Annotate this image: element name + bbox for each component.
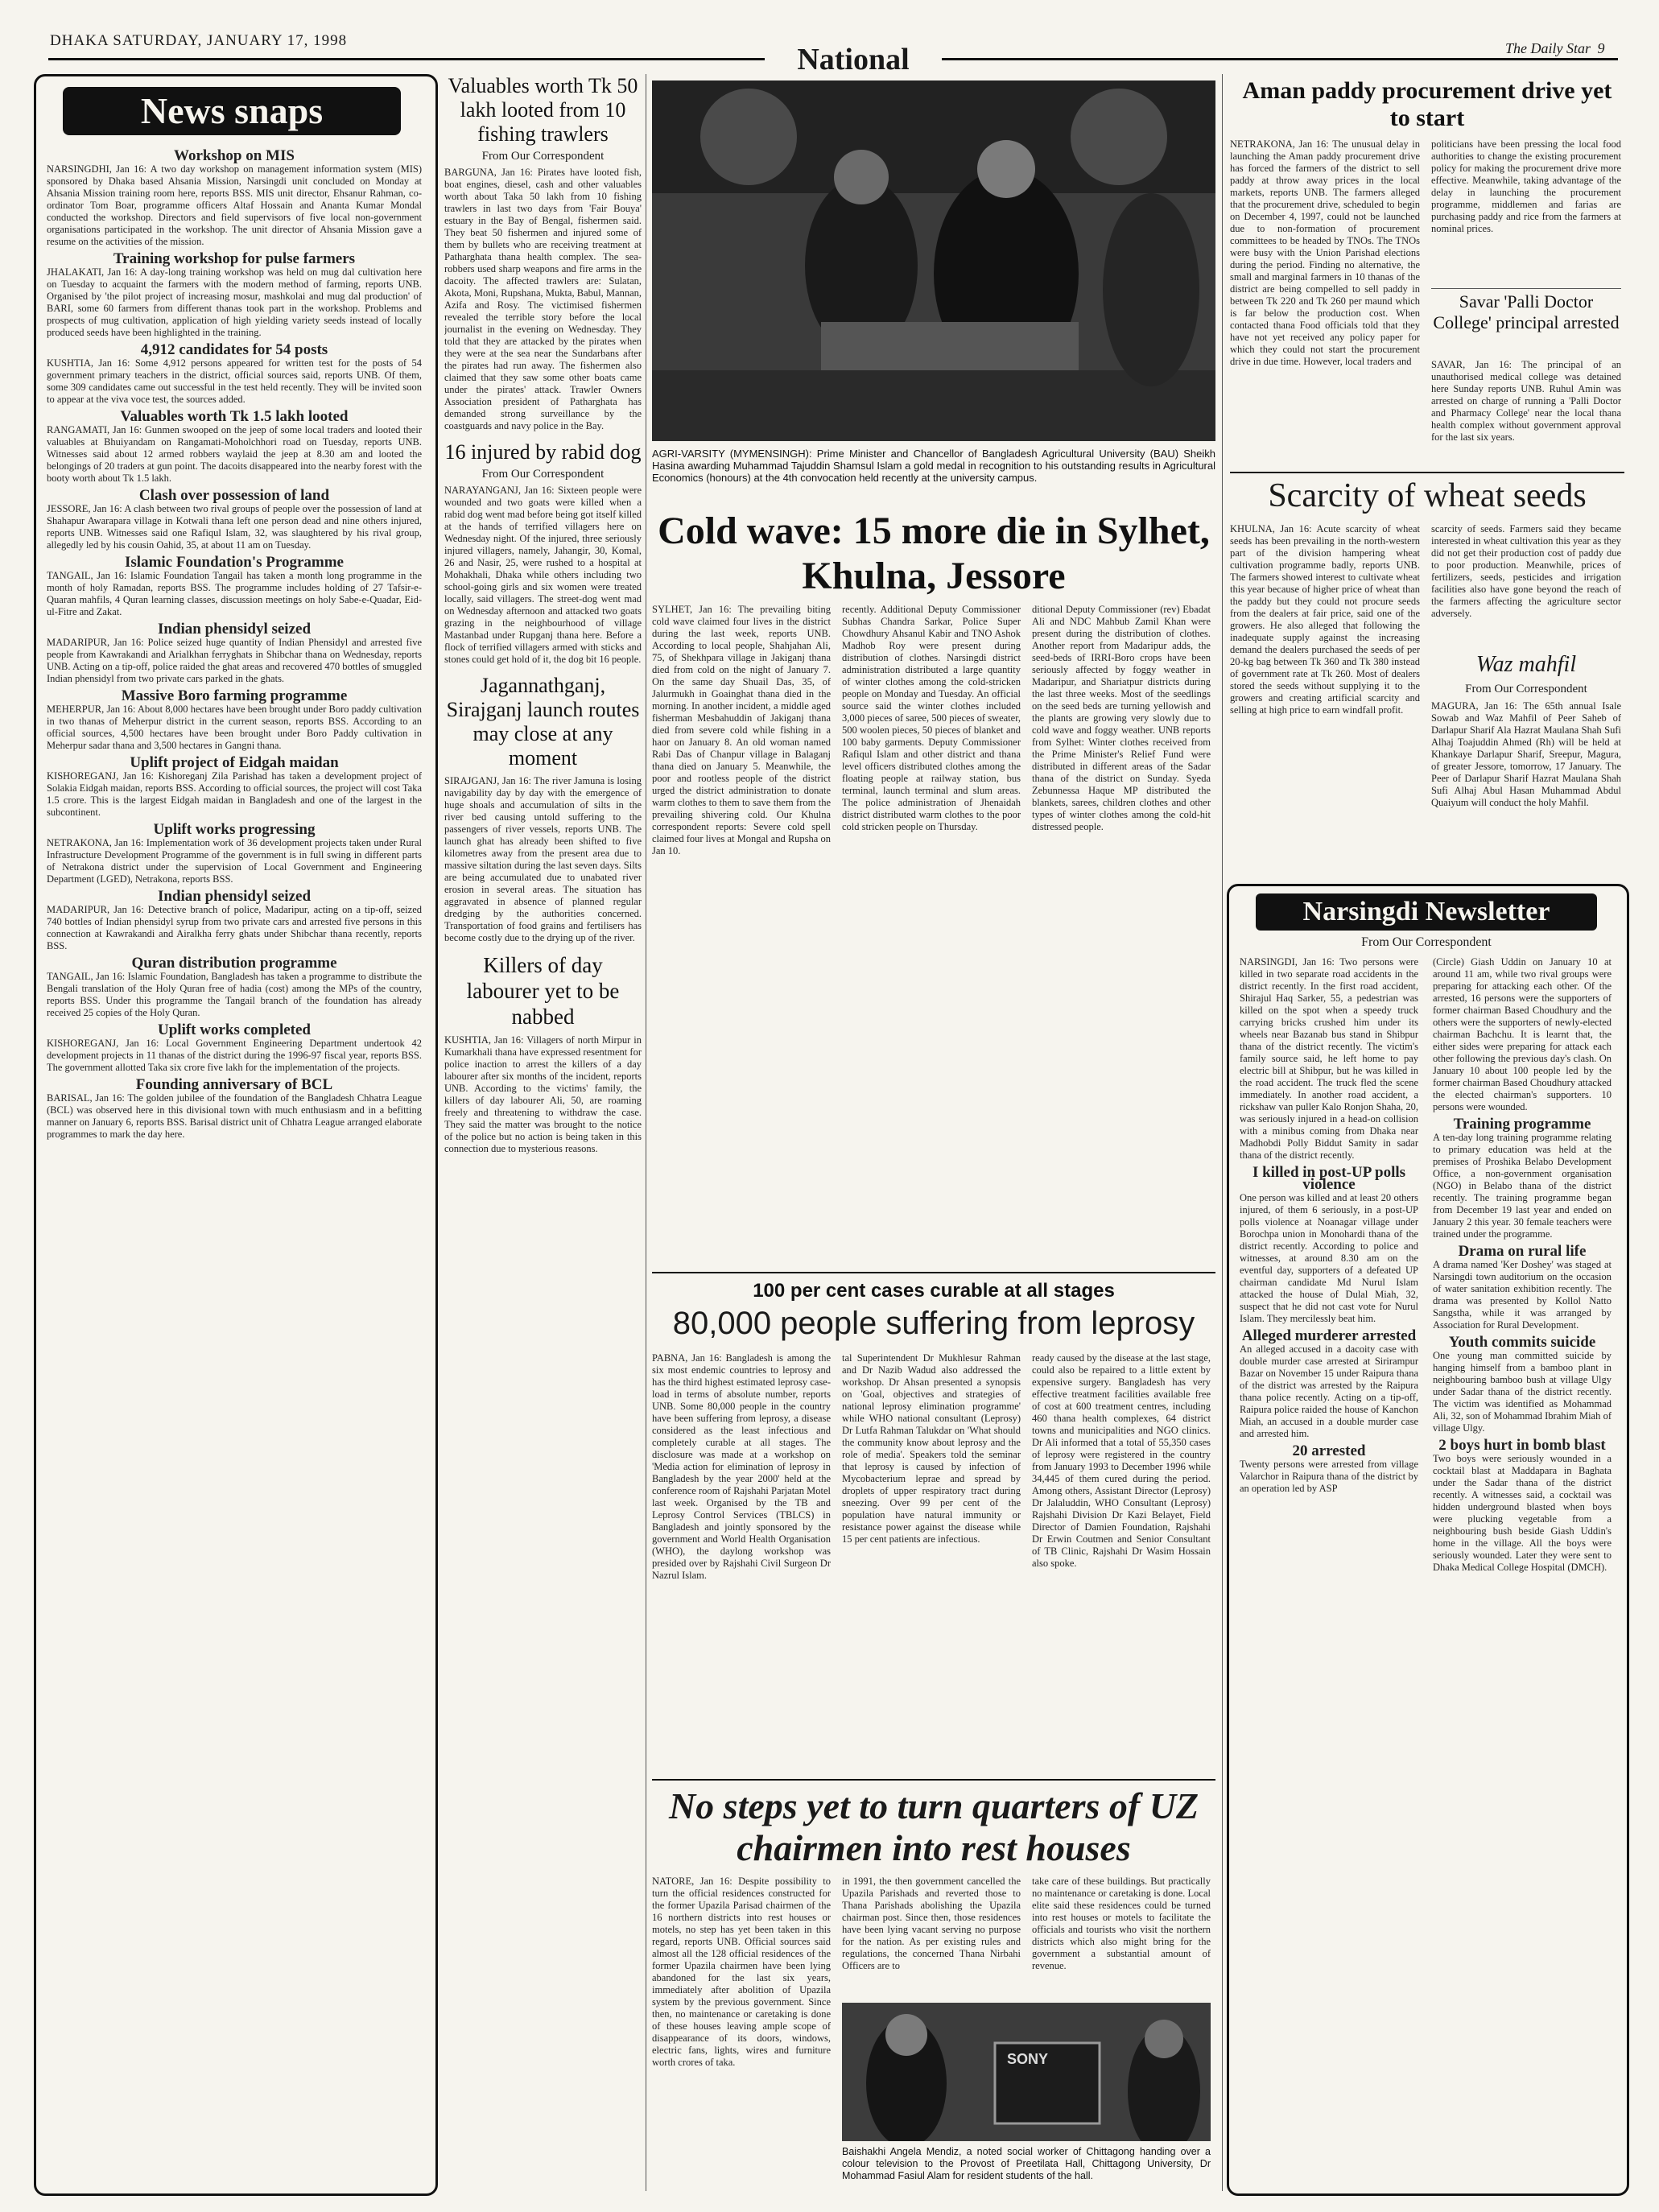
snap-body: BARISAL, Jan 16: The golden jubilee of the foundation of the Bangladesh Chhatra League (BCL) was observed here in this divisional town with much enthusiasm and in a befitting manner on January 6, reports BSS. Barisal district unit of Chhatra League arranged elaborate programmes to mark the day here. xyxy=(47,1092,422,1140)
cold-wave-rule xyxy=(652,1272,1215,1273)
snap-headline: Training workshop for pulse farmers xyxy=(113,250,356,267)
snap-body: NARSINGDHI, Jan 16: A two day workshop on management information system (MIS) sponsored by Dhaka based Ahsania Mission, Narsingdi unit concluded on Monday at Ahsania Mission training room here, reports BSS. MIS unit director, Ehsanur Rahman, co-ordinator Tom Boar, programme officers Altaf Hossain and Ananta Kumar Mondal conducted the workshop. Directors and field supervisors of five local non-government organisations participated in the workshop. The unit director of Ahsania Mission gave a resume on the activities of the mission. xyxy=(47,163,422,247)
scarcity-col-2: scarcity of seeds. Farmers said they became interested in wheat cultivation this year as they did not get their production cost of paddy due to poor production. Meanwhile, prices of fertilizers, seeds, pesticides and irrigation facilities also have gone beyond the reach of the farmers affecting the agriculture sector adversely. xyxy=(1431,523,1621,619)
snap-body: KISHOREGANJ, Jan 16: Kishoreganj Zila Parishad has taken a development project of Solakia Eidgah maidan, reports BSS. According to official sources, the project will cost Taka 1.5 crore. This is the largest Eidgah maidan in Bangladesh and one of the largest in the subcontinent. xyxy=(47,770,422,818)
valuables-byline: From Our Correspondent xyxy=(481,150,605,163)
paper-title: The Daily Star xyxy=(1505,40,1591,56)
narsingdi-sub7-body: Two boys were seriously wounded in a cocktail blast at Maddapara in Baghata under the Sadar thana of the district recently. A witnesses said, a cocktail was hidden underground blasted when boys were plucking vegetable from a neighbouring bush beside Giash Uddin's home in the village. All the boys were seriously wounded. Later they were sent to Dhaka Medical College Hospital (DMCH). xyxy=(1433,1453,1612,1573)
narsingdi-sub4-headline: Training programme xyxy=(1453,1116,1591,1133)
uz-col-2: in 1991, the then government cancelled the Upazila Parishads and reverted those to Thana Parishads abolishing the Upazila chairman post. Since then, those residences have been lying vacant serving no purpose for the nation. As per existing rules and regulations, the concerned Thana Nirbahi Officers are to xyxy=(842,1876,1021,1971)
convocation-caption: AGRI-VARSITY (MYMENSINGH): Prime Minister and Chancellor of Bangladesh Agricultural University (BAU) Sheikh Hasina awarding Muhammad Tajuddin Shamsul Islam a gold medal in recognition to his outstanding results in Agricultural Economics (honours) at the 4th convocation held recently at the university campus. xyxy=(652,448,1215,484)
section-title: National xyxy=(797,43,910,76)
leprosy-rule xyxy=(652,1779,1215,1781)
snap-headline: Massive Boro farming programme xyxy=(121,687,348,704)
valuables-headline: Valuables worth Tk 50 lakh looted from 10 fishing trawlers xyxy=(448,74,638,146)
scarcity-headline: Scarcity of wheat seeds xyxy=(1268,477,1587,514)
snap-headline: Uplift works progressing xyxy=(153,821,316,838)
cold-wave-col-2: recently. Additional Deputy Commissioner Subhas Chandra Sarkar, Police Super Chowdhury Ahsanul Kabir and TNO Ashok Madhob Roy were present during distribution of clothes. Narsingdi district administration distributed a large quantity of winter clothes among the cold-stricken people on Monday and Tuesday. An official source said the winter clothes included 3,000 pieces of saree, 500 pieces of sweater, 500 woolen pieces, 50 pieces of blanket and 100 baby garments. Deputy Commissioner Rafiqul Islam and other district and thana level officers distributed clothes among the floating people at railway station, bus terminal, launch terminal and slum areas. The police administration of Jhenaidah district distributed warm clothes to the poor cold stricken people on Thursday. xyxy=(842,604,1021,832)
rabid-byline: From Our Correspondent xyxy=(481,468,605,481)
masthead-rule-left xyxy=(48,58,765,60)
uz-col-1: NATORE, Jan 16: Despite possibility to turn the official residences constructed for the former Upazila Parisad chairmen of the 16 northern districts into rest houses or motels, no step has yet been taken in this regard, reports UNB. Official sources said almost all the 128 official residences of the former Upazila chairmen have been lying abandoned for the last six years, immediately after abolition of Upazila system by the previous government. Since then, no maintenance or caretaking is done of these houses leaving ample scope of disappearance of its doors, windows, electric fans, lights, wires and furniture worth crores of taka. xyxy=(652,1876,831,2068)
narsingdi-sub3-headline: 20 arrested xyxy=(1292,1442,1366,1459)
narsingdi-sub5-body: A drama named 'Ker Doshey' was staged at Narsingdi town auditorium on the occasion of water sanitation exhibition recently. The drama was presented by Kollol Natto Sangstha, while it was arranged by Association for Rural Development. xyxy=(1433,1259,1612,1331)
snap-headline: Indian phensidyl seized xyxy=(157,888,312,905)
news-snaps-header xyxy=(63,87,401,135)
valuables-story xyxy=(444,74,642,2183)
narsingdi-sub5-headline: Drama on rural life xyxy=(1458,1243,1587,1260)
narsingdi-sub3-body: Twenty persons were arrested from village Valarchor in Raipura thana of the district by an operation led by ASP xyxy=(1240,1459,1418,1494)
convocation-photo-image xyxy=(652,80,1215,441)
killers-headline: Killers of day labourer yet to be nabbed xyxy=(466,953,620,1029)
aman-bottom-rule xyxy=(1230,472,1624,473)
snap-headline: Islamic Foundation's Programme xyxy=(125,554,344,571)
uz-headline: No steps yet to turn quarters of UZ chairmen into rest houses xyxy=(668,1785,1199,1868)
uz-col-3: take care of these buildings. But practically no maintenance or caretaking is done. Local elite said these residences could be turned into rest houses or motels to facilitate the officials and tourists who visit the northern districts which also might bring for the government a substantial amount of revenue. xyxy=(1032,1876,1211,1971)
aman-col-1: NETRAKONA, Jan 16: The unusual delay in launching the Aman paddy procurement drive has forced the farmers of the district to sell paddy at throw away prices in the local markets, reports UNB. The farmers alleged that the procurement drive, scheduled to begin on December 4, 1997, could not be launched due to non-formation of procurement committees to be headed by TNOs. The TNOs were busy with the Union Parishad elections during the period. Finding no alternative, the small and marginal farmers in 10 thanas of the district are being compelled to sell paddy in between Tk 220 and Tk 260 per maund which is far below the production cost. When contacted thana Food officials told that they have not yet received any policy paper for which they could not start the procurement drive in due time. However, local traders and xyxy=(1230,138,1420,367)
leprosy-headline: 80,000 people suffering from leprosy xyxy=(672,1306,1195,1341)
cold-wave-col-3: ditional Deputy Commissioner (rev) Ebadat Ali and NDC Mahbub Zamil Khan were present during the distribution of clothes. Another report from Madaripur adds, the seed-beds of IRRI-Boro crops have been seriously affected by foggy weather in Madaripur, and Shariatpur districts during the last three weeks. Most of the seedlings on the seed beds are turning yellowish and the plants are growing very slowly due to cold wave and foggy weather. UNB reports from Sylhet: Winter clothes received from the Prime Minister's Relief Fund were distributed in different areas of the Sadar thana of the district on Sunday. Syeda Zebunnessa Haque MP distributed the blankets, sarees, children clothes and other types of winter clothes among the cold-hit distressed people. xyxy=(1032,604,1211,832)
snap-body: JHALAKATI, Jan 16: A day-long training workshop was held on mug dal cultivation here on Tuesday to acquaint the farmers with the modern method of farming, reports UNB. Organised by 'the pilot project of increasing mosur, mashkolai and mug dal production' of BARI, some 60 farmers from different thanas took part in the workshop. Problems and prospects of mug cultivation, application of high yielding variety seeds instead of locally produced seeds have been highlighted in the training. xyxy=(47,266,422,338)
snap-headline: Clash over possession of land xyxy=(138,487,330,504)
page-number: 9 xyxy=(1597,40,1605,56)
snap-body: TANGAIL, Jan 16: Islamic Foundation Tangail has taken a month long programme in the month of holy Ramadan, reports BSS. The programme includes holding of 27 Tafsir-e-Quaran mahfils, 4 Quran learning classes, discussion meetings on holy Sabe-e-Quadar, Eid-ul-Fitre and Zakat. xyxy=(47,570,422,617)
cold-wave-headline: Cold wave: 15 more die in Sylhet, Khulna, Jessore xyxy=(658,510,1210,597)
dateline: DHAKA SATURDAY, JANUARY 17, 1998 xyxy=(50,32,348,49)
savar-rule xyxy=(1431,288,1621,289)
news-snaps-title: News snaps xyxy=(140,90,324,131)
rabid-body: NARAYANGANJ, Jan 16: Sixteen people were wounded and two goats were killed when a rabid dog went mad before being got itself killed at the hands of terrified villagers here on Wednesday night. Of the injured, three seriously injured villagers, namely, Jahangir, 30, Komal, 26 and Nasir, 25, were rushed to a hospital at Mohakhali, Dhaka while others including two school-going girls and six women were treated locally, said villagers. The street-dog went mad on Wednesday afternoon and attacked two goats grazing in the neighbourhood of village Mastanbad under Rupganj thana here. Before a flock of terrified villagers armed with sticks and stones could get hold of it, the dog bit 16 people. xyxy=(444,485,642,665)
valuables-body: BARGUNA, Jan 16: Pirates have looted fish, boat engines, diesel, cash and other valuables worth about Taka 50 lakh from 10 fishing trawlers in last two days from 'Fair Bouya' estuary in the Bay of Bengal, fishermen said. They beat 50 fishermen and injured some of them by bullets who are receiving treatment at Patharghata thana health complex. The sea-robbers used sharp weapons and fire arms in the dacoity. The affected trawlers are: Sulatan, Akota, Moni, Rupshana, Mukta, Babul, Mannan, Azifa and Rosy. The victimised fishermen revealed the terrible story before the local journalist in the evening on Wednesday. They told that they are attacked by the pirates when they were at the sea near the Sundarbans after the pirates had run away. The fishermen also claimed that they saw some other boats came under the pirates' attack. Trawler Owners Association president of Patharghata has demanded strong surveillance by the coastguards and navy police in the Bay. xyxy=(444,167,642,431)
savar-body: SAVAR, Jan 16: The principal of an unauthorised medical college was detained here Sunday reports UNB. Ruhul Amin was arrested on charge of running a 'Palli Doctor and Pharmacy College' near the local thana health complex without government approval for the last six years. xyxy=(1431,359,1621,443)
snap-body: MADARIPUR, Jan 16: Police seized huge quantity of Indian Phensidyl and arrested five people from Kawrakandi and Arialkhan ferryghats in Shibchar thana on Wednesday, reports UNB. Acting on a tip-off, police raided the ghat areas and recovered 470 bottles of smuggled Indian phensidyl from two private cars parked in the ghats. xyxy=(47,637,422,684)
cold-wave-col-1: SYLHET, Jan 16: The prevailing biting cold wave claimed four lives in the district during the last week, reports UNB. According to local people, Shahjahan Ali, 75, of Shekhpara village in Jakiganj thana died from cold on the night of January 7. On the same day Shuail Das, 35, of Jalurmukh in Goainghat thana died in the morning. In another incident, a middle aged fisherman Mesbahuddin of Jakiganj thana died from severe cold while fishing in a haor on January 8. An old woman named Rabi Das of Chanpur village in Balaganj thana died on January 5. Meanwhile, the poor and rootless people of the district urged the district administration to donate warm clothes to them to save them from the prevailing shivering cold. Our Khulna correspondent reports: Severe cold spell claimed four lives at Mongal and Rupsha on Jan 10. xyxy=(652,604,831,856)
narsingdi-sub2-body: An alleged accused in a dacoity case with double murder case arrested at Sirirampur Bazar on November 15 under Raipura thana of the district was arrested by the Raipura thana police recently. Acting on a tip-off, Raipura police raided the house of Kanchon Miah, an accused in a double murder case and arrested him. xyxy=(1240,1343,1418,1439)
scarcity-col-1: KHULNA, Jan 16: Acute scarcity of wheat seeds has been prevailing in the north-western part of the division hampering wheat cultivation programme badly, reports UNB. The farmers showed interest to cultivate wheat this year because of higher price of wheat than the paddy but they could not procure seeds from the dealers at fair price, said one of the growers. He also alleged that following the inadequate supply against the increasing demand the dealers purchased the seeds of per 20-kg bag between Tk 360 and Tk 380 instead of government rate at Tk 260. Most of dealers stored the seeds without supplying it to the growers and creating artificial scarcity and selling at high price to earn windfall profit. xyxy=(1230,523,1420,716)
leprosy-col-1: PABNA, Jan 16: Bangladesh is among the six most endemic countries to leprosy and has the third highest estimated leprosy case-load in terms of absolute number, reports UNB. Some 80,000 people in the country have been suffering from leprosy, a disease considered as the least infectious and completely curable at all stages. The disclosure was made at a workshop on 'Media action for elimination of leprosy in Bangladesh by the year 2000' held at the conference room of Rajshahi Parjatan Motel last week. Organised by the TB and Leprosy Control Services (TBLCS) in Bangladesh and jointly sponsored by the government and World Health Organisation (WHO), the daylong workshop was presided over by Rajshahi Civil Surgeon Dr Nazrul Islam. xyxy=(652,1352,831,1581)
aman-headline: Aman paddy procurement drive yet to start xyxy=(1242,77,1612,131)
snap-body: KISHOREGANJ, Jan 16: Local Government Engineering Department undertook 42 development projects in 11 thanas of the district during the 1996-97 fiscal year, reports BSS. The government allotted Taka six crore five lakh for the implementation of the projects. xyxy=(47,1038,422,1073)
snap-headline: Quran distribution programme xyxy=(131,955,337,972)
convocation-photo xyxy=(652,80,1215,441)
killers-body: KUSHTIA, Jan 16: Villagers of north Mirpur in Kumarkhali thana have expressed resentment for police inaction to arrest the killers of a day labourer after six months of the incident, reports UNB. According to the victims' family, the killers of day labourer Ali, 50, are roaming freely and threatening to withdraw the case. They said the matter was brought to the notice of the police but no action is being taken in this connection due to mysterious reasons. xyxy=(444,1034,642,1154)
television-photo-image xyxy=(842,2003,1211,2141)
narsingdi-sub2-headline: Alleged murderer arrested xyxy=(1241,1327,1417,1344)
col-divider-right xyxy=(1222,74,1223,2191)
leprosy-col-3: ready caused by the disease at the last stage, could also be repaired to a little extent by expensive surgery. Bangladesh has very effective treatment facilities available free of cost at 600 treatment centres, including 460 thana health complexes, 64 district towns and municipalities and NGO clinics. Dr Ali informed that a total of 55,350 cases of leprosy were registered in the country from January 1993 to December 1996 while 34,445 of them cured during the period. Among others, Assistant Director (Leprosy) Dr Jalaluddin, WHO Consultant (Leprosy) Rajshahi Division Dr Kazi Belayet, Field Director of Damien Foundation, Rajshahi Dr Erwin Coutmen and Senior Consultant of TB Clinic, Rajshahi Dr Wasim Hossain also spoke. xyxy=(1032,1352,1211,1569)
narsingdi-lead: NARSINGDI, Jan 16: Two persons were killed in two separate road accidents in the district recently. In the first road accident, Shirajul Haq Sarker, 55, a pedestrian was killed on the spot when a speedy truck carrying bricks crushed him under its wheels near Bazanab bus stand in Shibpur thana of the district recently. The victim's family source said, he left home to pay electric bill at Shibpur, but he was killed in the road accident. The truck fled the scene immediately. In another road accident, a rickshaw van puller Kalo Ronjon Shaha, 20, was seriously injured in a head-on collision with a minibus coming from Dhaka near Madhobdi Polly Biddut Samity in sadar thana of the district recently. xyxy=(1240,956,1418,1161)
narsingdi-header xyxy=(1256,893,1597,931)
narsingdi-title: Narsingdi Newsletter xyxy=(1302,897,1550,926)
television-caption: Baishakhi Angela Mendiz, a noted social worker of Chittagong handing over a colour television to the Provost of Preetilata Hall, Chittagong University, Dr Mohammad Fasiul Alam for resident students of the hall. xyxy=(842,2146,1211,2181)
snap-headline: Indian phensidyl seized xyxy=(157,621,312,638)
snap-body: JESSORE, Jan 16: A clash between two rival groups of people over the possession of land at Shahapur Awarapara village in Kotwali thana left one person dead and nine others injured, reports UNB. Witnesses said one Rafiqul Islam, 32, was slaughtered by his rival group, allegedly led by his cousin Oahid, 35, at about 11 am on Tuesday. xyxy=(47,503,422,551)
television-photo xyxy=(842,2003,1211,2141)
narsingdi-sub7-headline: 2 boys hurt in bomb blast xyxy=(1438,1437,1606,1454)
narsingdi-continued: (Circle) Giash Uddin on January 10 at around 11 am, while two rival groups were preparing for attacking each other. Of the arrested, 16 persons were the supporters of former chairman Based Choudhury and the others were the supporters of newly-elected chairman Bachchu. It is learnt that, the either sides were preparing for attack each other following the previous day's clash. On January 10 about 100 people led by the former chairman Based Choudhury attacked the elected chairman's supporters. 10 persons were wounded. xyxy=(1433,956,1612,1112)
news-snaps-list xyxy=(47,145,422,2181)
narsingdi-col-2 xyxy=(1433,956,1612,2180)
narsingdi-sub4-body: A ten-day long training programme relating to primary education was held at the premises of Proshika Belabo Development Office, a non-government organisation (NGO) in Belabo thana of the district recently. The training programme began from December 19 last year and ended on January 2 this year. 30 female teachers were trained under the programme. xyxy=(1433,1132,1612,1240)
waz-body: MAGURA, Jan 16: The 65th annual Isale Sowab and Waz Mahfil of Peer Saheb of Darlapur Sharif Ala Hazrat Maulana Shah Sufi Alhaj Toajuddin Ahmed (Rh) will be held at Khankaye Darlapur Sharif, Sreepur, Magura, of greater Jessore, tomorrow, 17 January. The Peer of Darlapur Sharif Hazrat Maulana Shah Sufi Alhaj Abul Hasan Muhammad Abdul Quaiyum will conduct the holy Mahfil. xyxy=(1431,700,1621,808)
snap-headline: Workshop on MIS xyxy=(174,147,295,164)
snap-body: MADARIPUR, Jan 16: Detective branch of police, Madaripur, acting on a tip-off, seized 740 bottles of Indian phensidyl syrup from two private cars and arrested five persons in this connection at Kawrakandi and Airalkha ferry ghats under Shibchar thana recently, reports BSS. xyxy=(47,904,422,951)
narsingdi-sub1-headline: I killed in post-UP polls violence xyxy=(1252,1164,1406,1193)
snap-body: RANGAMATI, Jan 16: Gunmen swooped on the jeep of some local traders and looted their valuables at Bhuiyandam on Rangamati-Moholchhori road on Tuesday, reports UNB. Witnesses said about 12 armed robbers waylaid the jeep at 8.30 am and looted the belongings of 20 traders at gun point. The dacoits disappeared into the nearby forest with the booty worth about Tk 1.5 lakh. xyxy=(47,424,422,484)
narsingdi-col-1 xyxy=(1240,956,1418,2180)
snap-headline: Uplift project of Eidgah maidan xyxy=(130,754,339,771)
jaganath-headline: Jagannathganj, Sirajganj launch routes may close at any moment xyxy=(446,674,640,770)
snap-body: TANGAIL, Jan 16: Islamic Foundation, Bangladesh has taken a programme to distribute the Bengali translation of the Holy Quran free of hadia (cost) among the MPs of the country, reports BSS. Under this programme the Tangail branch of the foundation has already received 25 copies of the Holy Quran. xyxy=(47,971,422,1018)
rabid-headline: 16 injured by rabid dog xyxy=(444,440,642,464)
sony-label: SONY xyxy=(1007,2051,1049,2067)
narsingdi-sub1-body: One person was killed and at least 20 others injured, of them 6 seriously, in a post-UP polls violence at Noanagar village under Borochpa union in Monohardi thana of the district recently. According to police and witnesses, at around 8.30 am on the eventful day, supporters of a defeated UP chairman candidate Md Nurul Islam attacked the house of Dulal Miah, 32, suspect that he did not cast vote for Nurul Islam. They mercilessly beat him. xyxy=(1240,1192,1418,1324)
savar-headline: Savar 'Palli Doctor College' principal arrested xyxy=(1433,291,1620,332)
snap-headline: 4,912 candidates for 54 posts xyxy=(140,341,328,358)
leprosy-kicker: 100 per cent cases curable at all stages xyxy=(753,1280,1115,1302)
snap-body: KUSHTIA, Jan 16: Some 4,912 persons appeared for written test for the posts of 54 government primary teachers in the district, official sources said, reports UNB. Of them, some 309 candidates came out successful in the test held recently. They will be invited soon to appear at the viva voce test, the sources added. xyxy=(47,357,422,405)
aman-col-2: politicians have been pressing the local food authorities to change the existing procurement policy for making the procurement drive more effective. Meanwhile, taking advantage of the delay in launching the procurement programme, middlemen and farias are purchasing paddy and rice from the farmers at nominal prices. xyxy=(1431,138,1621,234)
narsingdi-byline: From Our Correspondent xyxy=(1361,935,1492,949)
waz-byline: From Our Correspondent xyxy=(1465,683,1587,695)
leprosy-col-2: tal Superintendent Dr Mukhlesur Rahman and Dr Nazib Wadud also addressed the workshop. Dr Ahsan presented a synopsis on 'Goal, objectives and strategies of national leprosy elimination programme' while WHO national consultant (Leprosy) Dr Lutfa Rahman Talukdar on 'What should the community know about leprosy and the role of media'. Speakers told the seminar that leprosy is caused by infection of Mycobacterium leprae and spread by droplets of upper respiratory tract during sneezing. Over 99 per cent of the population have natural immunity or resistance power against the disease while 15 per cent patients are infectious. xyxy=(842,1352,1021,1545)
narsingdi-sub6-headline: Youth commits suicide xyxy=(1448,1334,1596,1351)
snap-body: MEHERPUR, Jan 16: About 8,000 hectares have been brought under Boro paddy cultivation in two thanas of Meherpur district in the current season, reports BSS. According to an official sources, 4,500 hectares have been brought under Boro Paddy cultivation in Meherpur sadar thana and 3,500 hectares in Gangni thana. xyxy=(47,704,422,751)
paper-name xyxy=(1505,40,1605,57)
snap-headline: Founding anniversary of BCL xyxy=(135,1076,333,1093)
snap-body: NETRAKONA, Jan 16: Implementation work of 36 development projects taken under Rural Infrastructure Development Programme of the government is in full swing in different parts of Netrakona district under the supervision of Local Government and Engineering Department (LGED), Netrakona, reports BSS. xyxy=(47,837,422,885)
snap-headline: Valuables worth Tk 1.5 lakh looted xyxy=(120,408,349,425)
masthead-rule-right xyxy=(942,58,1618,60)
narsingdi-sub6-body: One young man committed suicide by hanging himself from a bamboo plant in neighbouring bamboo bush at village Ulgy under Sadar thana of the district recently. The victim was identified as Mohammad Ali, 32, son of Mohammad Ibrahim Miah of village Ulgy. xyxy=(1433,1350,1612,1434)
waz-headline: Waz mahfil xyxy=(1475,652,1577,677)
snap-headline: Uplift works completed xyxy=(158,1021,311,1038)
jaganath-body: SIRAJGANJ, Jan 16: The river Jamuna is losing navigability day by day with the emergence of huge shoals and accumulation of silts in the river bed causing untold suffering to the passengers of river vessels, reports UNB. The launch ghat has already been shifted to five kilometres away from the present area due to massive siltation during the last seven days. Silts are being accumulated due to unabated river erosion in several areas. The situation has aggravated in absence of planned regular dredging by the authorities concerned. Transportation of food grains and fertilisers has become costly due to the drying up of the river. xyxy=(444,775,642,943)
